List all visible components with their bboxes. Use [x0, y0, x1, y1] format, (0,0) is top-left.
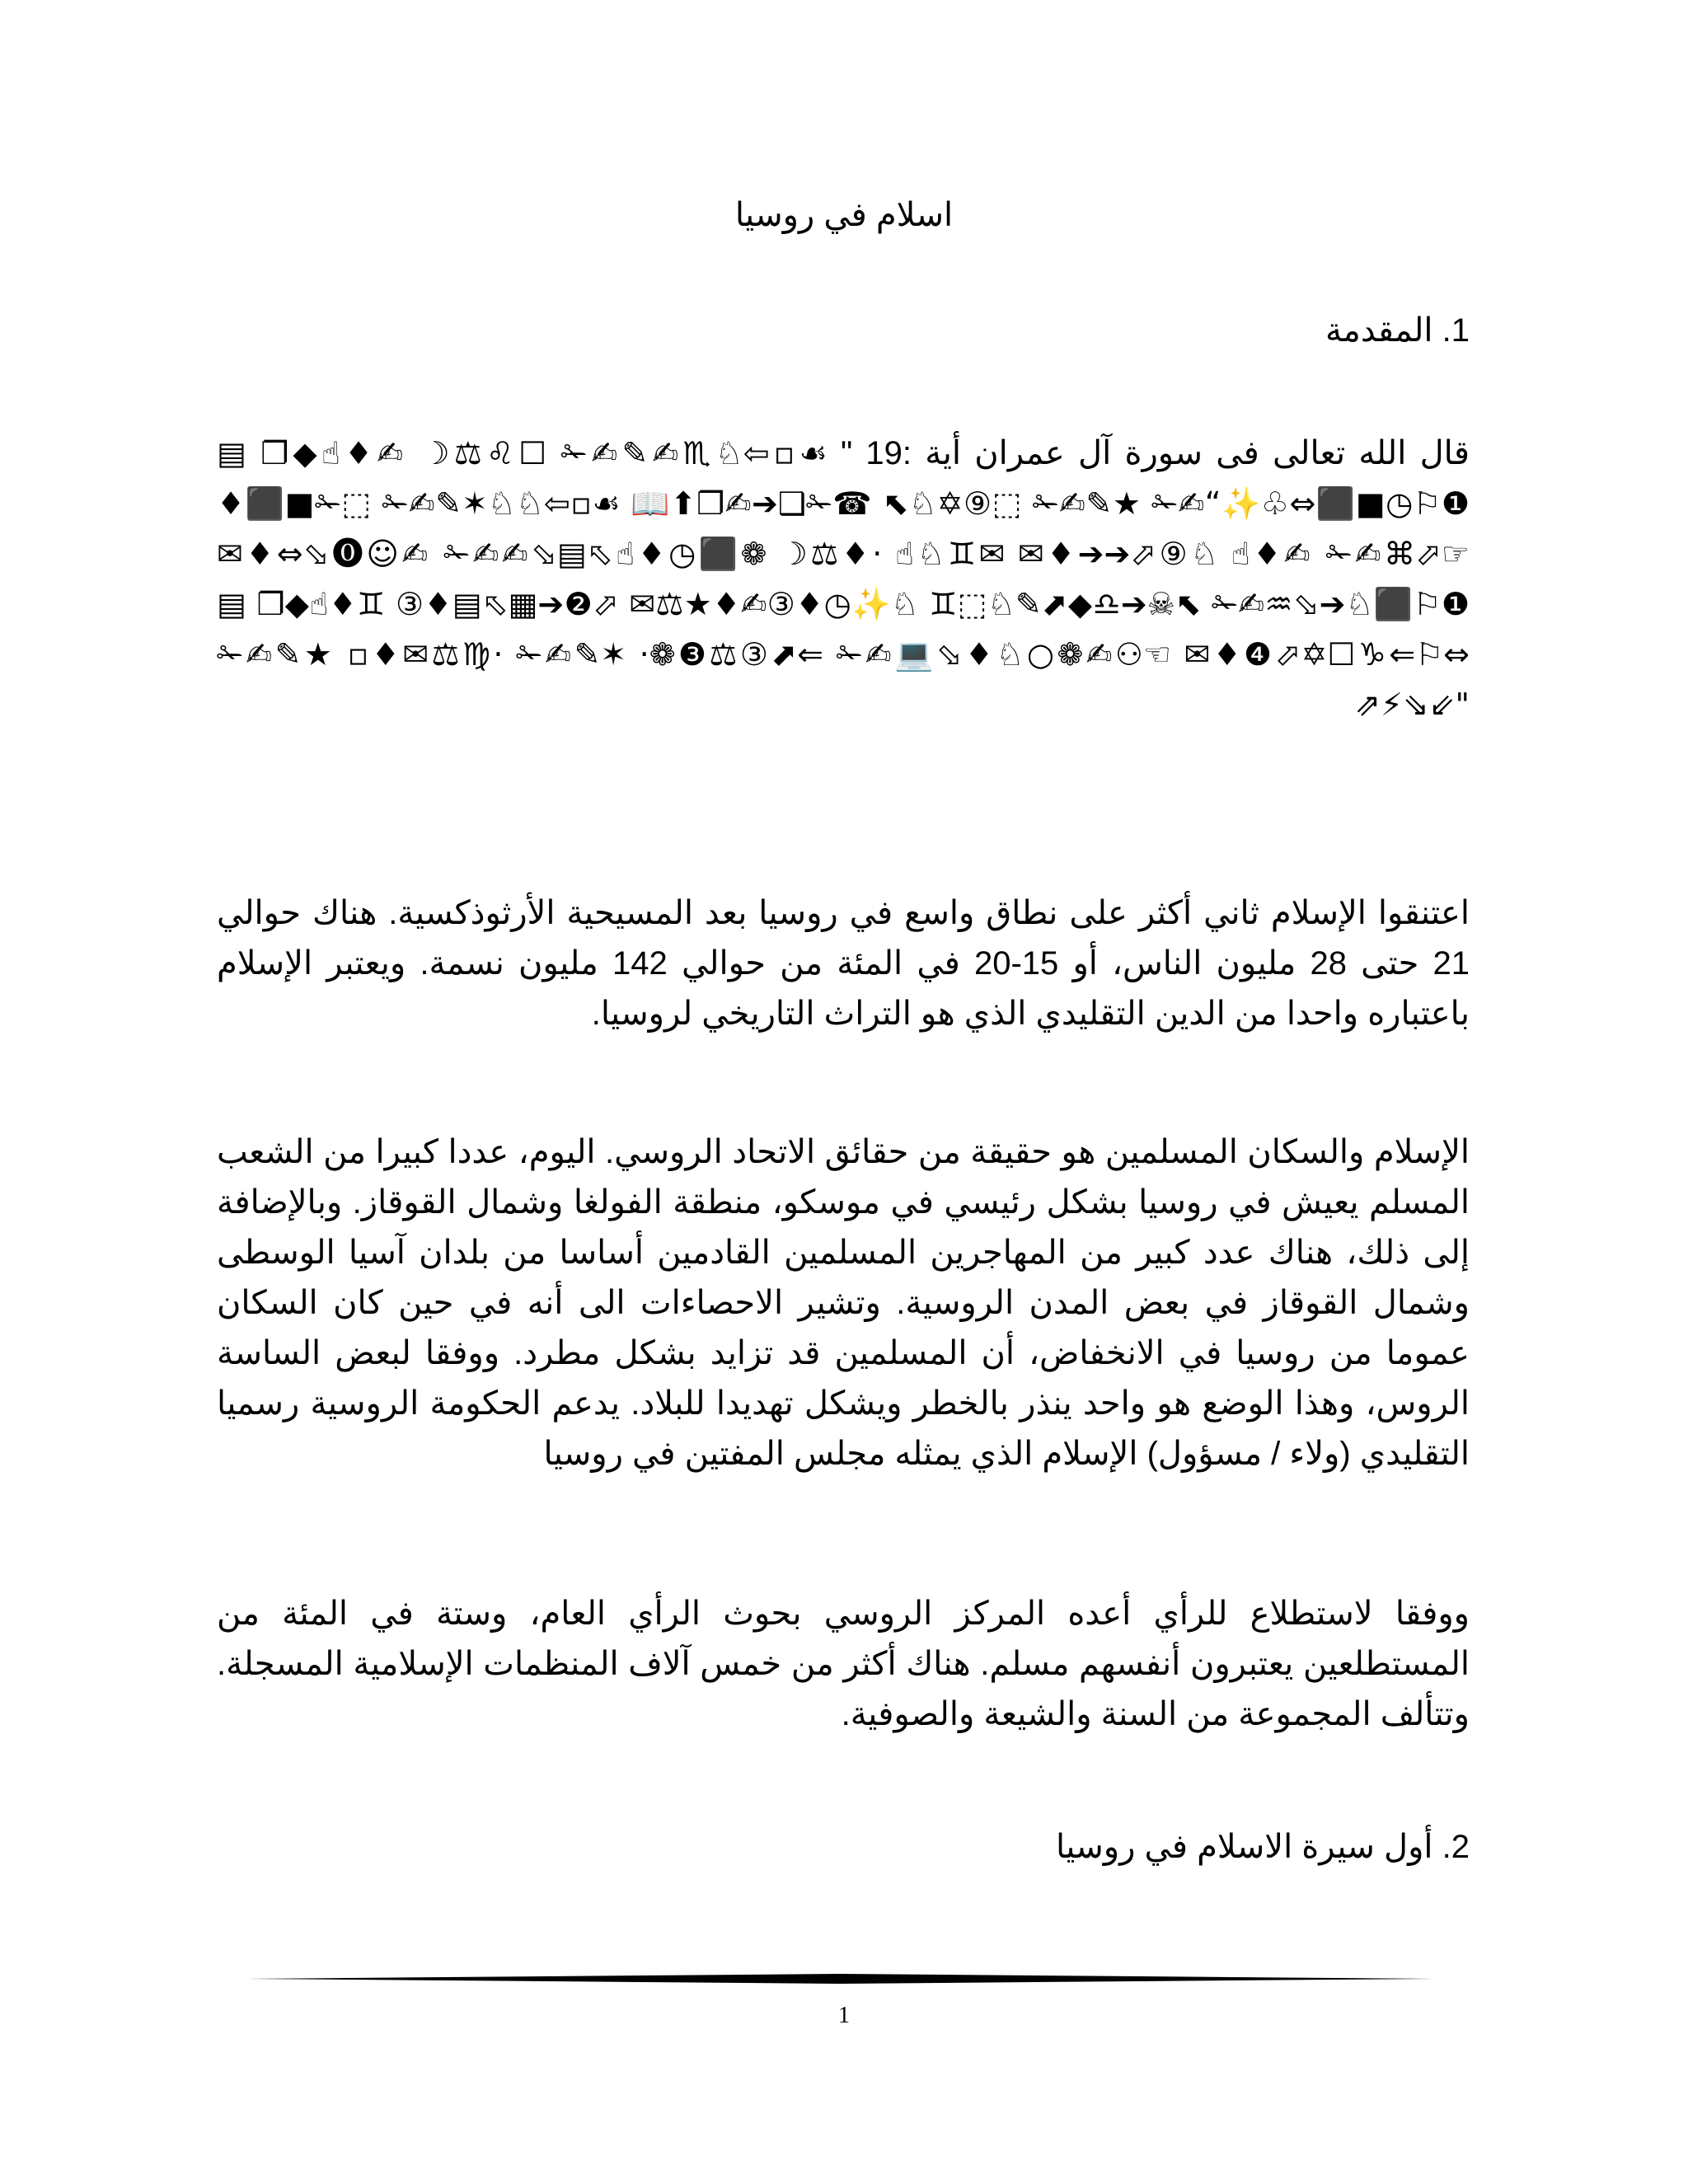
section-heading-introduction: 1. المقدمة	[1325, 312, 1470, 349]
quran-verse-block	[217, 429, 1470, 730]
paragraph-islam-population: اعتنقوا الإسلام ثاني أكثر على نطاق واسع في روسيا بعد المسيحية الأرثوذكسية. هناك حوالي 21 حتى 28 مليون الناس، أو 15-20 في المئة من حوالي 142 مليون نسمة. ويعتبر الإسلام باعتباره واحدا من الدين التقليدي الذي هو التراث التاريخي لروسيا.	[217, 895, 1470, 1032]
section-heading-history: 2. أول سيرة الاسلام في روسيا	[1056, 1829, 1470, 1865]
verse-symbol-glyphs: ☙▫⇦♘♏✍✎✍✁ ☐♌⚖☽ ✍♦☝◆❐ ▤ ❶⚐◷■⬛⇔♧✨“✍✁ ★✎✍✁ ⬚⑨✡♘⬉ ☎✁❑➔✍❐⬆📖 ☙▫⇦♘♘✶✎✍✁ ⬚✁■⬛♦☞⬀⌘✍✁ ✍♦☝ ♘⑨⬀➔➔♦✉ ✉♊♘☝ ·♦⚖☽ ❁⬛◷♦☝⬁▤⬂✍✍✁ ✍☺⓿⬂⇔♦✉ ❶⚐⬛♘➔⬂♒✍✁ ⬉☠➔♎◆⬈✎♘⬚♊ ♘✨◷♦③✍♦★⚖✉ ⬀❷➔▦⬁▤♦③ ♊♦☝◆❐ ▤ ⇔⚐⇐♑☐✡⬀❹♦✉ ☜⚇✍❁○♘♦⬂💻✍✁ ⇐⬈③⚖❸❁· ✶✎✍✁ ·♍⚖✉♦▫ ★✎✍✁ "⇙⇘⚡⇗	[217, 435, 1470, 723]
verse-intro-text: قال الله تعالى فى سورة آل عمران أية :19 "	[840, 435, 1470, 471]
page-number: 1	[838, 2003, 850, 2028]
paragraph-survey: ووفقا لاستطلاع للرأي أعده المركز الروسي بحوث الرأي العام، وستة في المئة من المستطلعين يعتبرون أنفسهم مسلم. هناك أكثر من خمس آلاف المنظمات الإسلامية المسجلة. وتتألف المجموعة من السنة والشيعة والصوفية.	[217, 1596, 1470, 1732]
document-title: اسلام في روسيا	[734, 197, 954, 233]
paragraph-muslim-population-russia: الإسلام والسكان المسلمين هو حقيقة من حقائق الاتحاد الروسي. اليوم، عددا كبيرا من الشعب المسلم يعيش في روسيا بشكل رئيسي في موسكو، منطقة الفولغا وشمال القوقاز. وبالإضافة إلى ذلك، هناك عدد كبير من المهاجرين المسلمين القادمين أساسا من بلدان آسيا الوسطى وشمال القوقاز في بعض المدن الروسية. وتشير الاحصاءات الى أنه في حين كان السكان عموما من روسيا في الانخفاض، أن المسلمين قد تزايد بشكل مطرد. ووفقا لبعض الساسة الروس، وهذا الوضع هو واحد ينذر بالخطر ويشكل تهديدا للبلاد. يدعم الحكومة الروسية رسميا التقليدي (ولاء / مسؤول) الإسلام الذي يمثله مجلس المفتين في روسيا	[217, 1134, 1470, 1472]
footer-divider	[247, 1971, 1434, 1987]
